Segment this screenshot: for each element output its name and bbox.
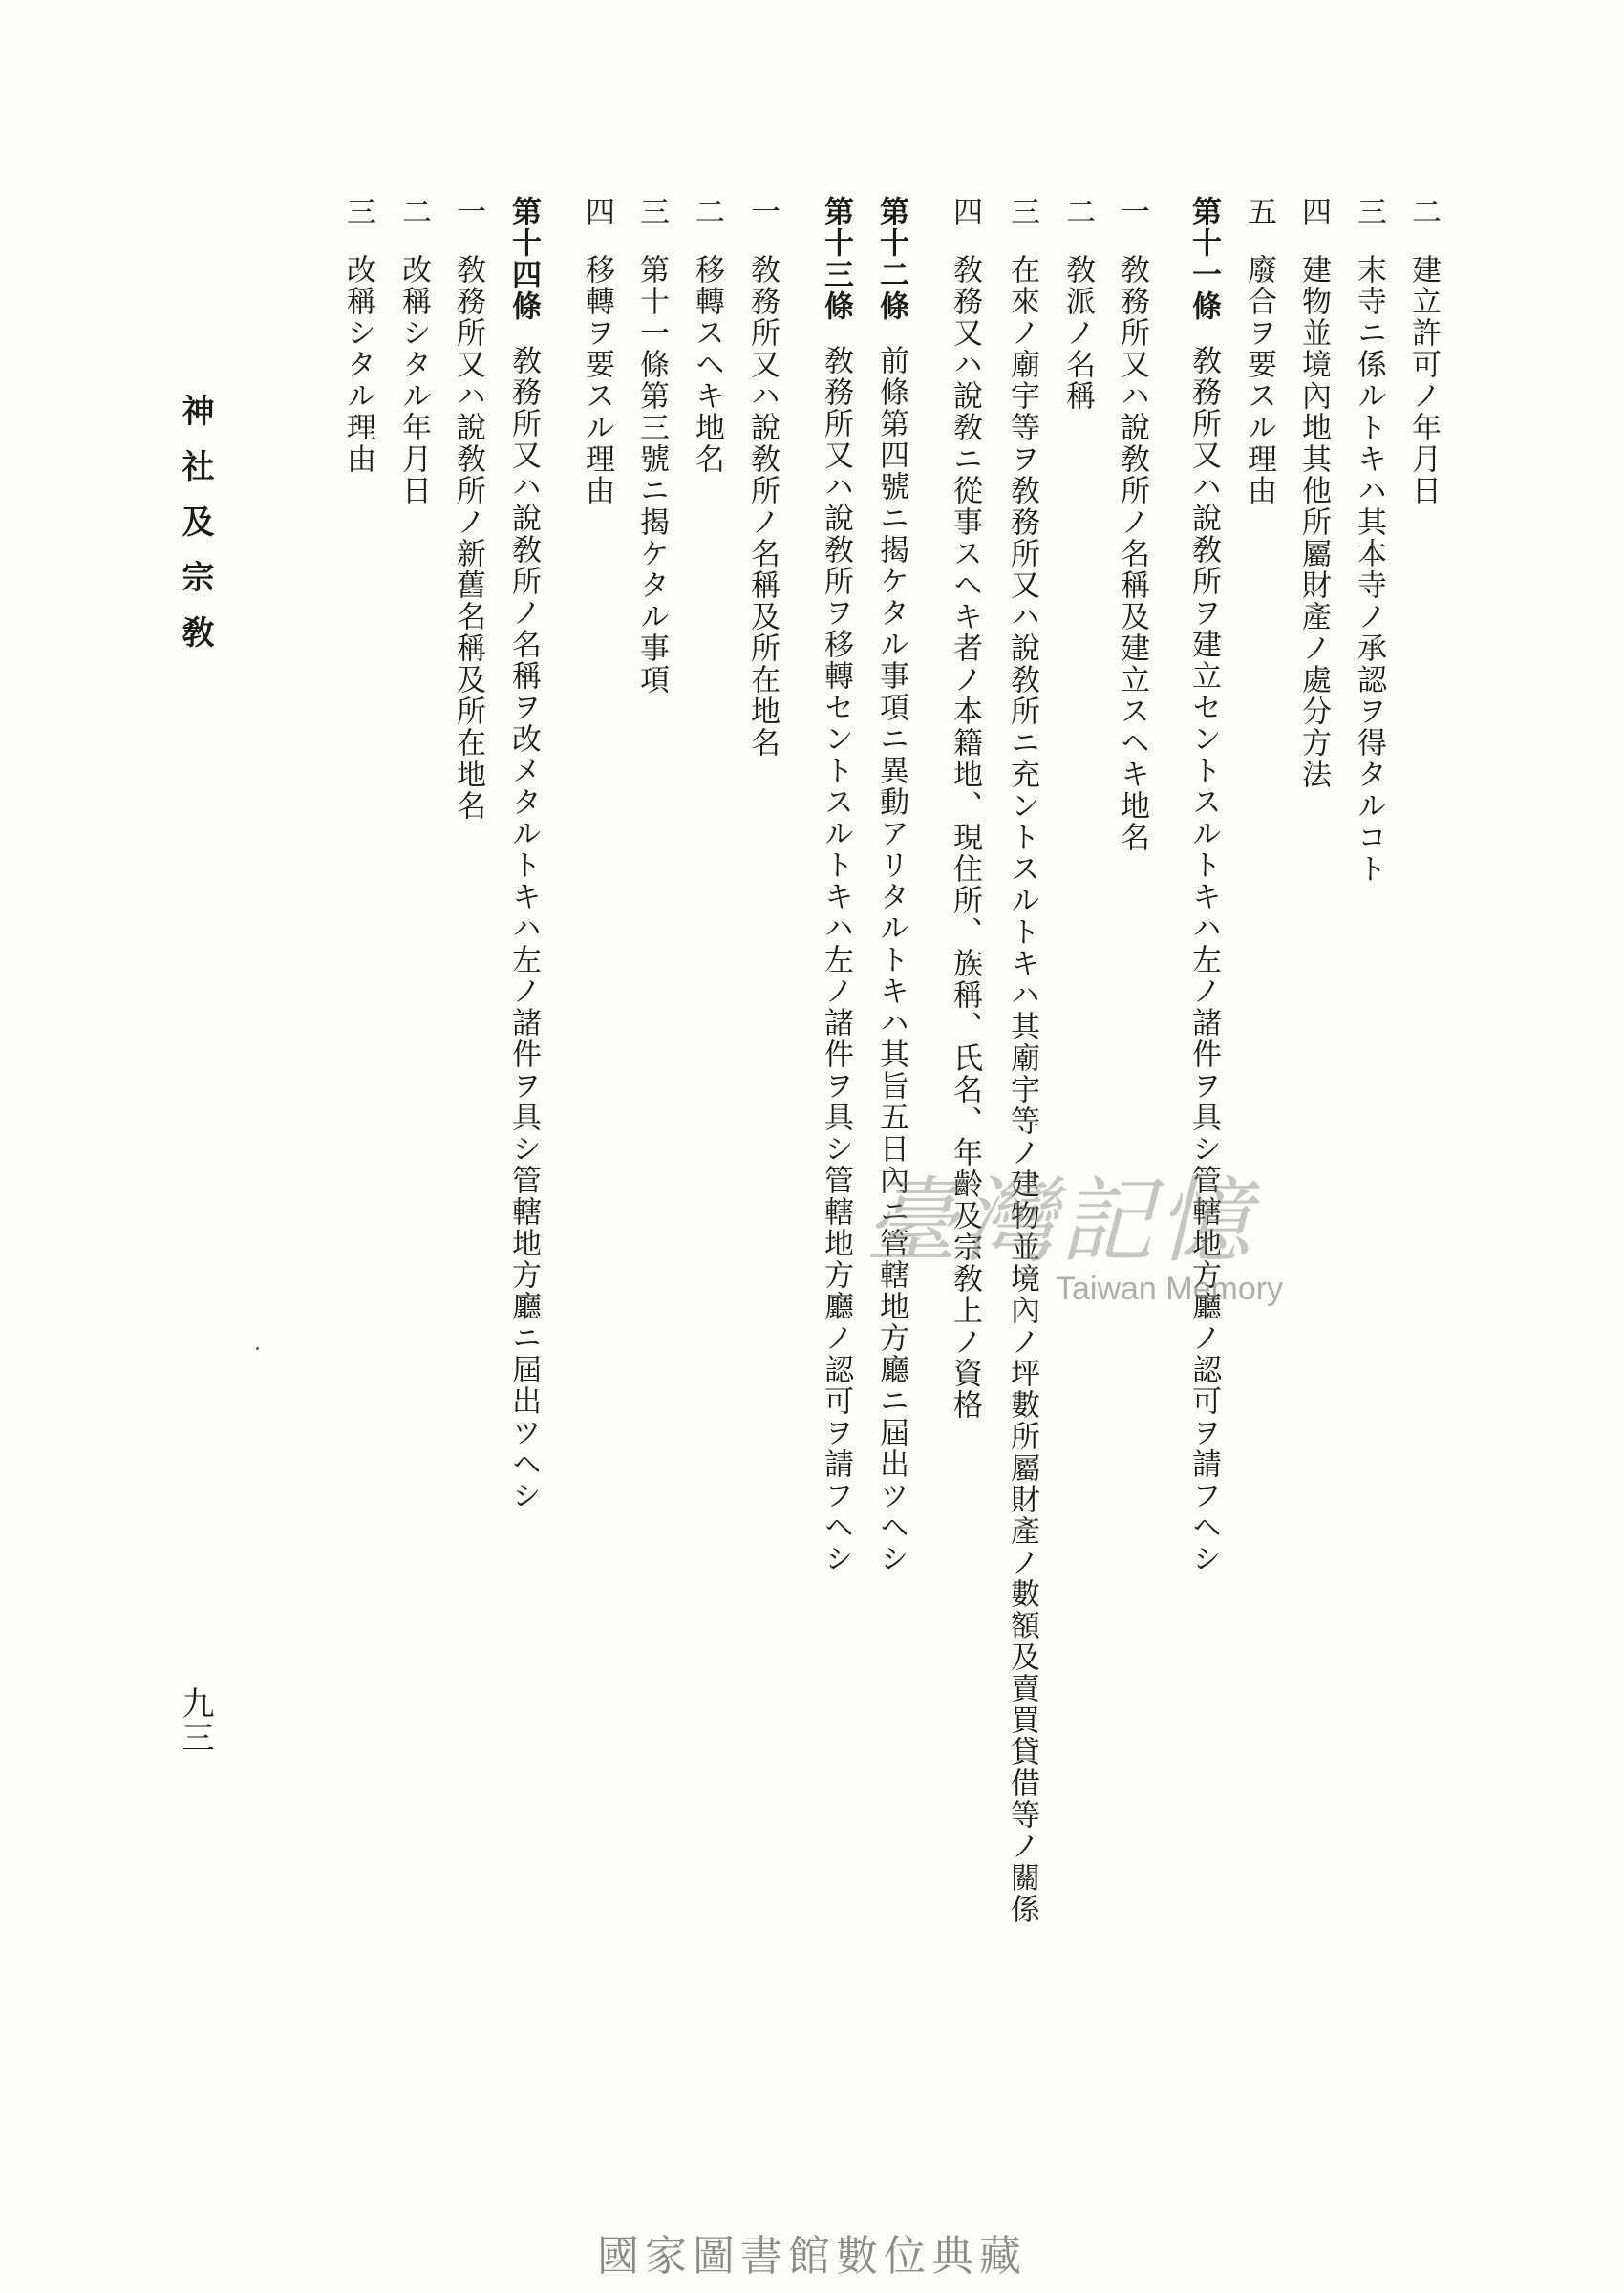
- column-text: 移轉スヘキ地名: [690, 254, 724, 475]
- article-column: [872, 196, 910, 1575]
- item-column: [1240, 196, 1278, 506]
- item-column: [395, 196, 433, 506]
- article-heading: 第十二條: [874, 196, 908, 322]
- item-number: 三: [1352, 196, 1386, 227]
- item-number: 三: [634, 196, 669, 227]
- item-column: [946, 196, 984, 1421]
- column-text: 敎務所又ハ說敎所ノ名稱及建立スヘキ地名: [1115, 254, 1149, 853]
- column-text: 末寺ニ係ルトキハ其本寺ノ承認ヲ得タルコト: [1352, 254, 1386, 885]
- column-text: 建立許可ノ年月日: [1406, 254, 1441, 506]
- item-column: [743, 196, 781, 759]
- column-text: 敎務所又ハ說敎所ノ新舊名稱及所在地名: [451, 254, 485, 822]
- item-number: 二: [690, 196, 724, 227]
- running-head: 神社及宗敎: [176, 394, 214, 671]
- item-column: [1058, 196, 1097, 412]
- item-number: 三: [341, 196, 375, 227]
- item-number: 二: [1406, 196, 1441, 227]
- item-number: 四: [580, 196, 614, 227]
- item-column: [688, 196, 726, 475]
- item-column: [1113, 196, 1151, 853]
- item-number: 四: [948, 196, 982, 227]
- article-column: [504, 196, 543, 1511]
- item-column: [1404, 196, 1442, 506]
- item-number: 二: [396, 196, 431, 227]
- watermark-logo: [865, 1146, 1304, 1338]
- watermark-chinese: 臺灣記憶: [865, 1168, 1255, 1276]
- item-number: 四: [1296, 196, 1331, 227]
- item-number: 一: [745, 196, 780, 227]
- article-heading: 第十一條: [1186, 196, 1221, 322]
- article-column: [1185, 196, 1223, 1575]
- column-text: 敎務所又ハ說敎所ノ名稱ヲ改メタルトキハ左ノ諸件ヲ具シ管轄地方廳ニ屆出ツヘシ: [506, 345, 541, 1511]
- item-column: [632, 196, 671, 696]
- page-number: 九三: [176, 1686, 214, 1755]
- column-text: 改稱シタル理由: [341, 254, 375, 475]
- item-number: 一: [1115, 196, 1149, 227]
- column-text: 敎派ノ名稱: [1060, 254, 1095, 412]
- article-column: [817, 196, 855, 1575]
- item-number: 三: [1005, 196, 1039, 227]
- item-column: [578, 196, 616, 506]
- column-text: 前條第四號ニ揭ケタル事項ニ異動アリタルトキハ其旨五日內ニ管轄地方廳ニ屆出ツヘシ: [874, 345, 908, 1575]
- item-number: 一: [451, 196, 485, 227]
- article-heading: 第十三條: [819, 196, 853, 322]
- article-heading: 第十四條: [506, 196, 541, 322]
- watermark-english: Taiwan Memory: [1056, 1271, 1284, 1307]
- item-column: [449, 196, 487, 822]
- column-text: 敎務所又ハ說敎所ヲ建立セントスルトキハ左ノ諸件ヲ具シ管轄地方廳ノ認可ヲ請フヘシ: [1186, 345, 1221, 1575]
- item-column: [339, 196, 377, 475]
- column-text: 第十一條第三號ニ揭ケタル事項: [634, 254, 669, 696]
- column-text: 敎務所又ハ說敎所ヲ移轉セントスルトキハ左ノ諸件ヲ具シ管轄地方廳ノ認可ヲ請フヘシ: [819, 345, 853, 1575]
- column-text: 建物並境內地其他所屬財產ノ處分方法: [1296, 254, 1331, 790]
- column-text: 敎務又ハ說敎ニ從事スヘキ者ノ本籍地、現住所、族稱、氏名、年齡及宗敎上ノ資格: [948, 254, 982, 1421]
- item-column: [1294, 196, 1333, 790]
- column-text: 敎務所又ハ說敎所ノ名稱及所在地名: [745, 254, 780, 759]
- item-column: [1350, 196, 1388, 885]
- column-text: 改稱シタル年月日: [396, 254, 431, 506]
- item-number: 五: [1242, 196, 1276, 227]
- item-column: [1003, 196, 1041, 1925]
- column-text: 在來ノ廟宇等ヲ敎務所又ハ說敎所ニ充ントスルトキハ其廟宇等ノ建物並境內ノ坪數所屬財產ノ數額及賣買貸借等ノ關係: [1005, 254, 1039, 1925]
- column-text: 廢合ヲ要スル理由: [1242, 254, 1276, 506]
- footer-collection-label: 國家圖書館數位典藏: [597, 2232, 1027, 2281]
- scan-speck: [256, 1347, 259, 1350]
- item-number: 二: [1060, 196, 1095, 227]
- column-text: 移轉ヲ要スル理由: [580, 254, 614, 506]
